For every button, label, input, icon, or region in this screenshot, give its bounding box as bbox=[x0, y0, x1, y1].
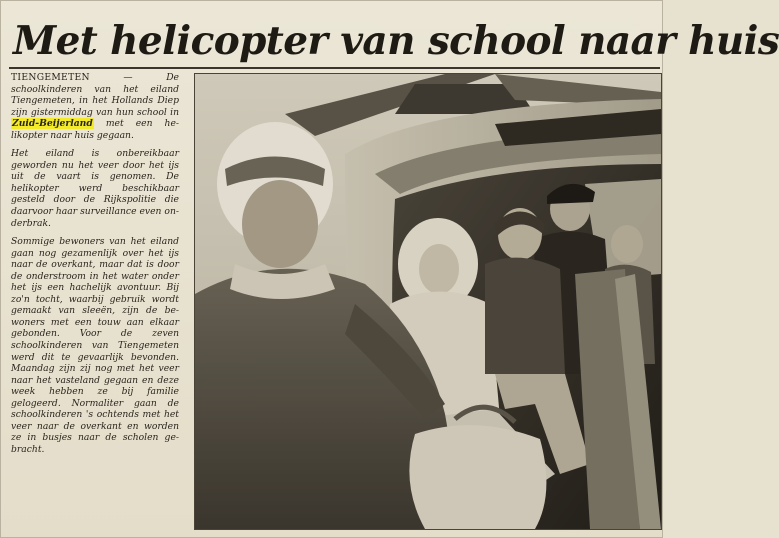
helicopter-photo-illustration bbox=[195, 74, 661, 529]
news-photo bbox=[194, 73, 662, 530]
headline-rule bbox=[9, 67, 660, 69]
paragraph-3: Sommige bewoners van het eiland gaan nog gezamenlijk over het ijs naar de overkant, maar dat is door de onderstroom in het water onder het ijs een hachelijk avontuur. Bij zo'n tocht, waarbij gebruik wordt gemaakt van sleeën, zijn de bewoners met een touw aan elkaar gebonden. Voor de zeven schoolkinderen van Tiengemeten werd dit te gevaarlijk bevonden. Maandag zijn zij nog met het veer naar het vasteland gegaan en deze week hebben ze bij familie gelogeerd. Normaliter gaan de schoolkinderen 's ochtends met het veer naar de overkant en worden ze in busjes naar de scholen gebracht. bbox=[11, 236, 179, 455]
lead-text-part1: De schoolkinderen van het eiland Tiengemeten, in het Hollands Diep zijn gistermiddag van hun school in bbox=[11, 72, 179, 118]
headline: Met helicopter van school naar huis bbox=[13, 18, 779, 64]
photo-grain bbox=[195, 74, 661, 529]
highlighted-place-name: Zuid-Beijerland bbox=[12, 118, 93, 130]
dateline: TIENGEMETEN — bbox=[11, 72, 133, 83]
paragraph-2: Het eiland is onbereikbaar geworden nu het veer door het ijs uit de vaart is genomen. De helikopter werd beschikbaar gesteld door de Rijkspolitie die daarvoor haar surveillance even onderbrak. bbox=[11, 148, 179, 229]
lead-paragraph bbox=[11, 72, 179, 141]
lead-text-part2: met een helikopter naar huis gegaan. bbox=[11, 118, 180, 141]
article-text-column bbox=[11, 72, 179, 463]
